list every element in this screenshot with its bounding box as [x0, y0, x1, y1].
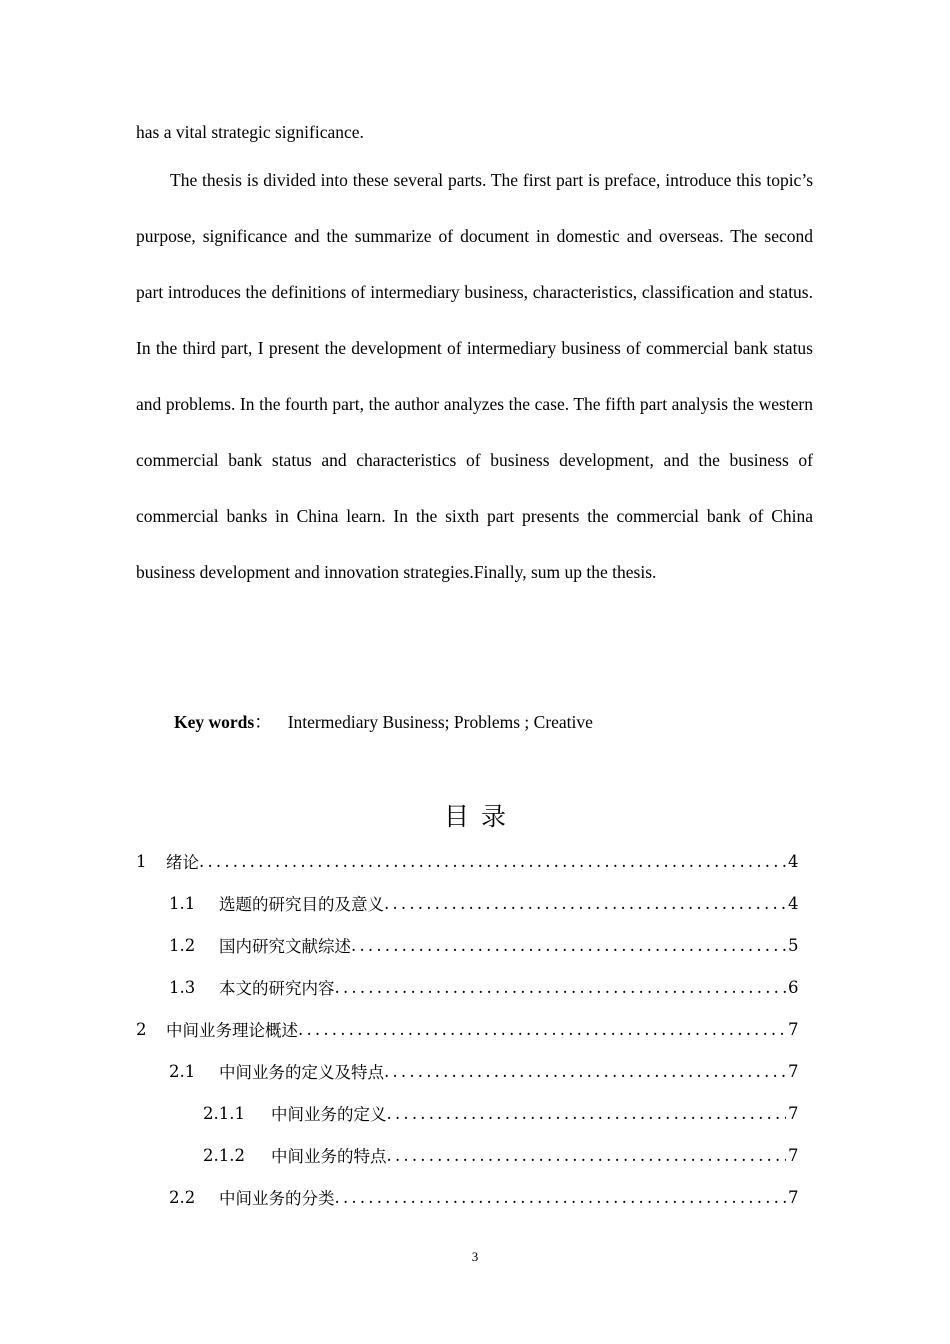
- toc-entry-number: 2.1: [169, 1061, 196, 1081]
- toc-entry[interactable]: [136, 1008, 798, 1050]
- toc-entry-number: 2.1.2: [203, 1145, 245, 1165]
- toc-entry-title: 绪论: [166, 853, 199, 872]
- toc-entry[interactable]: [169, 882, 798, 924]
- toc-dot-leader: [199, 852, 786, 871]
- toc-entry-page: 4: [788, 851, 799, 871]
- toc-entry[interactable]: [169, 1176, 798, 1218]
- toc-dot-leader: [335, 1188, 787, 1207]
- toc-dot-leader: [384, 1062, 786, 1081]
- toc-entry-page: 7: [788, 1145, 799, 1165]
- toc-entry-page: 7: [788, 1103, 799, 1123]
- keywords-line: [174, 706, 593, 738]
- keywords-value: Intermediary Business; Problems ; Creative: [287, 712, 593, 732]
- keywords-label: Key words: [174, 712, 255, 732]
- toc-entry-page: 7: [788, 1061, 799, 1081]
- toc-entry-title: 中间业务的特点: [271, 1147, 387, 1166]
- toc-entry-page: 5: [788, 935, 799, 955]
- toc-entry-title: 中间业务理论概述: [166, 1021, 298, 1040]
- toc-dot-leader: [384, 894, 786, 913]
- toc-entry[interactable]: [203, 1092, 798, 1134]
- toc-entry-title: 本文的研究内容: [219, 979, 335, 998]
- toc-entry-number: 2.1.1: [203, 1103, 245, 1123]
- toc-dot-leader: [298, 1020, 786, 1039]
- toc-entry[interactable]: [169, 966, 798, 1008]
- abstract-paragraph: The thesis is divided into these several parts. The first part is preface, introduce this topic’s purpose, significance and the summarize of document in domestic and overseas. The second part introduces the definitions of intermediary business, characteristics, classification and status. In the third part, I present the development of intermediary business of commercial bank status and problems. In the fourth part, the author analyzes the case. The fifth part analysis the western commercial bank status and characteristics of business development, and the business of commercial banks in China learn. In the sixth part presents the commercial bank of China business development and innovation strategies.Finally, sum up the thesis.: [136, 170, 813, 582]
- abstract-first-line: has a vital strategic significance.: [136, 122, 364, 142]
- toc-entry-number: 2.2: [169, 1187, 196, 1207]
- toc-entry-title: 中间业务的定义: [271, 1105, 387, 1124]
- toc-dot-leader: [351, 936, 786, 955]
- toc-entry-number: 1.1: [169, 893, 196, 913]
- toc-title: 目录: [443, 802, 518, 831]
- toc-entry[interactable]: [136, 840, 798, 882]
- toc-entry-number: 1.2: [169, 935, 196, 955]
- toc-entry[interactable]: [169, 924, 798, 966]
- toc-entry-page: 7: [788, 1187, 799, 1207]
- toc-entry-number: 1.3: [169, 977, 196, 997]
- toc-dot-leader: [387, 1146, 787, 1165]
- toc-entry-title: 国内研究文献综述: [219, 937, 351, 956]
- toc-entry-page: 7: [788, 1019, 799, 1039]
- toc-entry-page: 6: [788, 977, 799, 997]
- toc-dot-leader: [335, 978, 787, 997]
- toc-entry-title: 选题的研究目的及意义: [219, 895, 384, 914]
- toc-entry-title: 中间业务的分类: [219, 1189, 335, 1208]
- toc-entry[interactable]: [203, 1134, 798, 1176]
- toc-dot-leader: [387, 1104, 787, 1123]
- toc-entry-page: 4: [788, 893, 799, 913]
- toc-entry[interactable]: [169, 1050, 798, 1092]
- toc-entry-number: 1: [136, 851, 147, 871]
- page-number: 3: [471, 1249, 479, 1264]
- toc-entry-number: 2: [136, 1019, 147, 1039]
- toc-entry-title: 中间业务的定义及特点: [219, 1063, 384, 1082]
- keywords-separator: ：: [254, 712, 272, 732]
